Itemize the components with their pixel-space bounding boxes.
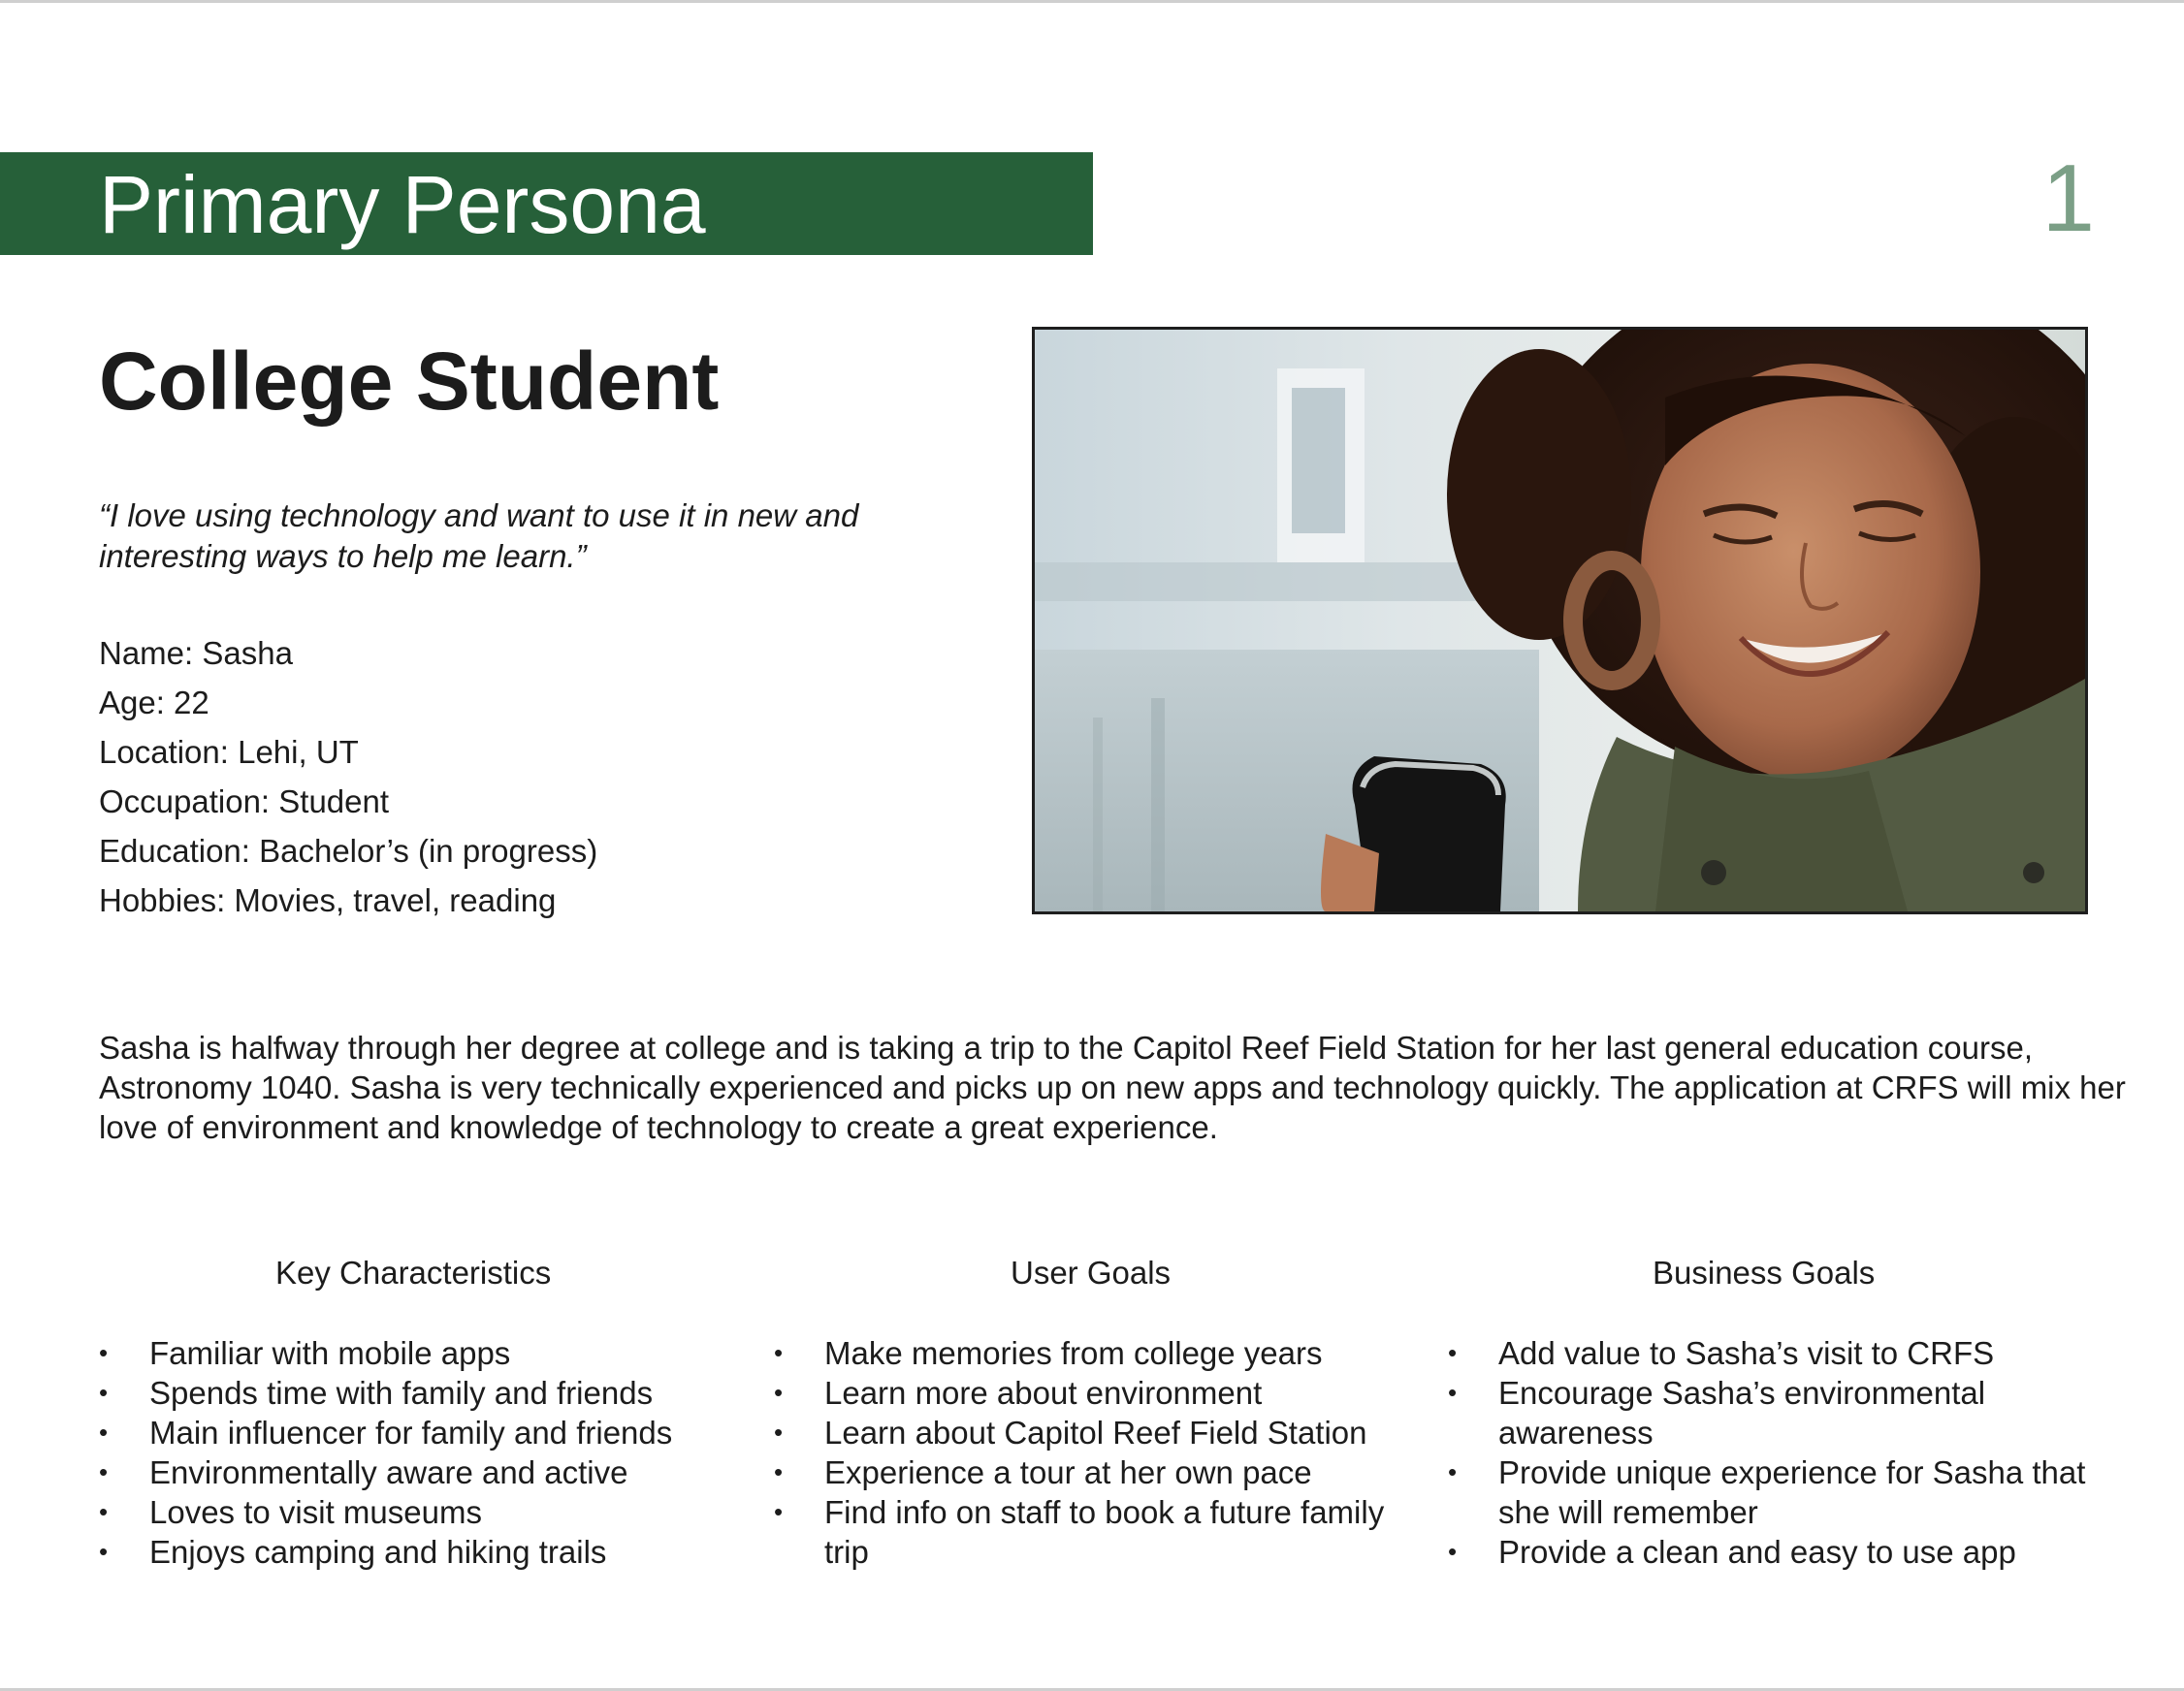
list-item [1448,1373,2107,1452]
business-goals-list [1448,1333,2107,1572]
list-item-text: Loves to visit museums [149,1494,482,1530]
bullet-icon: • [99,1457,109,1486]
bullet-icon: • [1448,1378,1458,1407]
list-item [774,1452,1433,1492]
fact-age: Age: 22 [99,685,209,720]
bullet-icon: • [99,1338,109,1367]
bullet-icon: • [1448,1338,1458,1367]
list-item-text: Encourage Sasha’s environmental awareness [1498,1375,1986,1451]
bullet-icon: • [99,1497,109,1526]
fact-location: Location: Lehi, UT [99,734,359,770]
list-item [774,1333,1433,1373]
list-item-text: Environmentally aware and active [149,1454,628,1490]
list-item [1448,1452,2107,1532]
bullet-icon: • [1448,1457,1458,1486]
list-item [99,1373,758,1413]
list-item-text: Spends time with family and friends [149,1375,654,1411]
fact-name: Name: Sasha [99,635,293,671]
user-goals-heading: User Goals [1011,1255,1172,1291]
list-item-text: Make memories from college years [824,1335,1323,1371]
bullet-icon: • [99,1418,109,1447]
page-title: Primary Persona [99,159,706,250]
persona-photo [1032,327,2088,914]
page-number: 1 [2041,144,2095,251]
list-item-text: Familiar with mobile apps [149,1335,511,1371]
bullet-icon: • [99,1378,109,1407]
fact-education: Education: Bachelor’s (in progress) [99,833,598,869]
list-item [1448,1333,2107,1373]
list-item-text: Provide a clean and easy to use app [1498,1534,2016,1570]
list-item-text: Experience a tour at her own pace [824,1454,1312,1490]
list-item-text: Provide unique experience for Sasha that she will remember [1498,1454,2086,1530]
list-item-text: Add value to Sasha’s visit to CRFS [1498,1335,1995,1371]
bullet-icon: • [774,1378,784,1407]
persona-quote: “I love using technology and want to use it in new and interesting ways to help me learn.” [99,497,859,574]
bullet-icon: • [774,1418,784,1447]
list-item-text: Main influencer for family and friends [149,1415,673,1451]
list-item-text: Enjoys camping and hiking trails [149,1534,607,1570]
bullet-icon: • [774,1497,784,1526]
persona-facts [99,628,597,925]
list-item-text: Learn about Capitol Reef Field Station [824,1415,1367,1451]
fact-hobbies: Hobbies: Movies, travel, reading [99,882,557,918]
list-item [1448,1532,2107,1572]
bullet-icon: • [774,1457,784,1486]
list-item [99,1452,758,1492]
list-item [774,1413,1433,1452]
persona-title: College Student [99,335,720,427]
business-goals-heading: Business Goals [1653,1255,1876,1291]
bullet-icon: • [99,1537,109,1566]
young-woman-with-phone-photo [1035,330,2085,911]
list-item [99,1333,758,1373]
key-characteristics-heading: Key Characteristics [275,1255,552,1291]
key-characteristics-list [99,1333,758,1572]
list-item [99,1413,758,1452]
fact-occupation: Occupation: Student [99,783,390,819]
list-item [99,1532,758,1572]
bullet-icon: • [1448,1537,1458,1566]
bullet-icon: • [774,1338,784,1367]
persona-description: Sasha is halfway through her degree at college and is taking a trip to the Capitol Reef Field Station for her last general education course, Astronomy 1040. Sasha is very technically experienced and picks up on new apps and technology quickly. The application at CRFS will mix her love of environment and knowledge of technology to create a great experience. [99,1030,2126,1145]
list-item-text: Find info on staff to book a future family trip [824,1494,1385,1570]
user-goals-list [774,1333,1433,1572]
top-divider [0,0,2184,3]
list-item [774,1373,1433,1413]
list-item-text: Learn more about environment [824,1375,1263,1411]
title-banner [0,152,1093,255]
list-item [99,1492,758,1532]
list-item [774,1492,1433,1572]
